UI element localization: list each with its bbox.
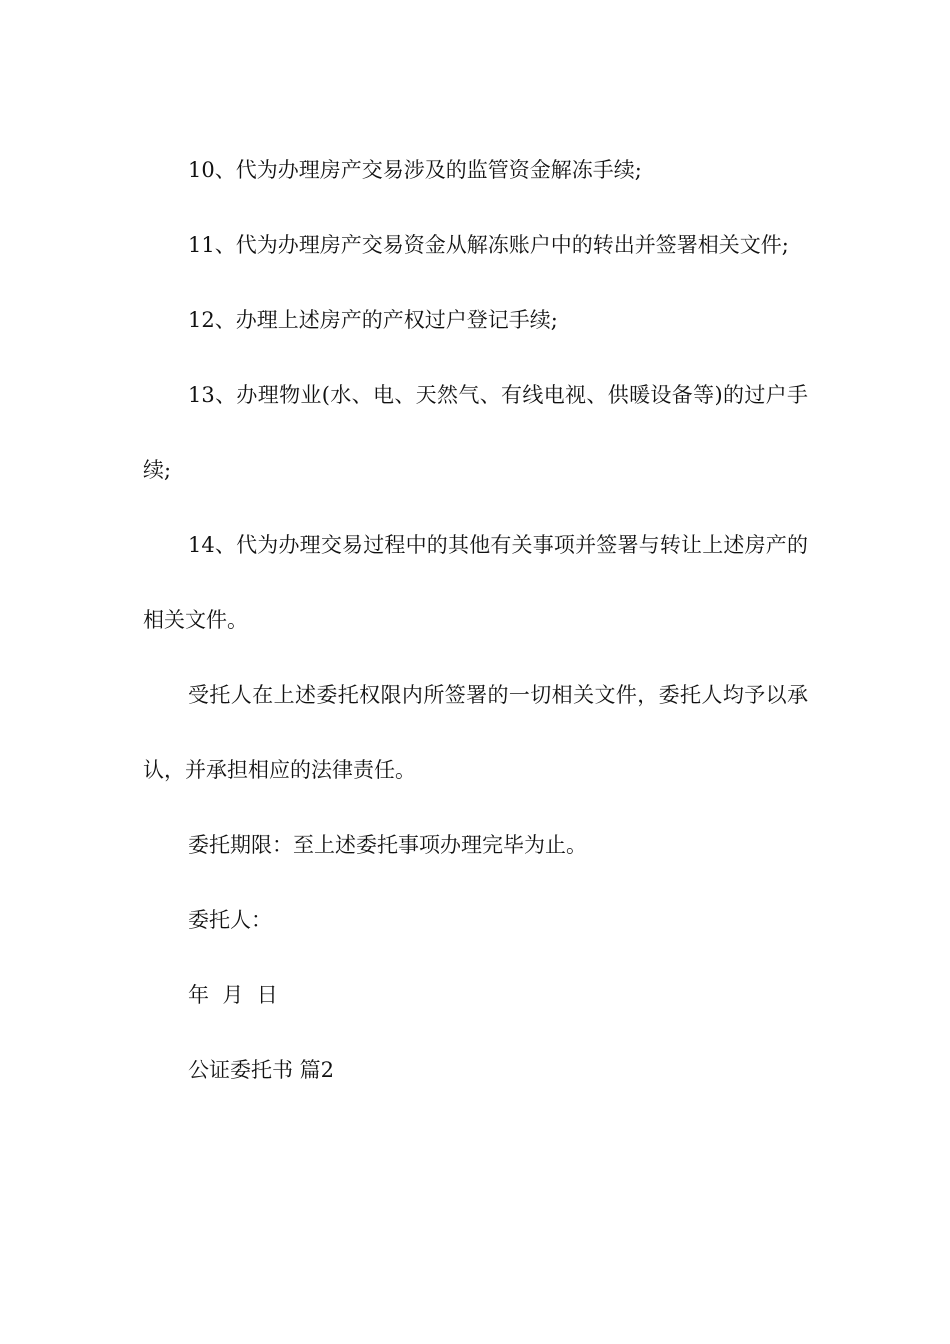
paragraph-item-10: 10、代为办理房产交易涉及的监管资金解冻手续;	[188, 158, 642, 182]
document-body	[143, 133, 808, 1108]
paragraph-acknowledgement: 受托人在上述委托权限内所签署的一切相关文件，委托人均予以承认，并承担相应的法律责任。	[143, 683, 808, 782]
paragraph-item-13: 13、办理物业(水、电、天然气、有线电视、供暖设备等)的过户手续;	[143, 383, 808, 482]
paragraph-date: 年 月 日	[188, 983, 278, 1007]
section-heading: 公证委托书 篇2	[188, 1058, 335, 1082]
paragraph-term: 委托期限：至上述委托事项办理完毕为止。	[188, 833, 587, 857]
paragraph-item-11: 11、代为办理房产交易资金从解冻账户中的转出并签署相关文件;	[188, 233, 789, 257]
paragraph-item-12: 12、办理上述房产的产权过户登记手续;	[188, 308, 558, 332]
paragraph-principal: 委托人：	[188, 908, 272, 932]
paragraph-item-14: 14、代为办理交易过程中的其他有关事项并签署与转让上述房产的相关文件。	[143, 533, 808, 632]
